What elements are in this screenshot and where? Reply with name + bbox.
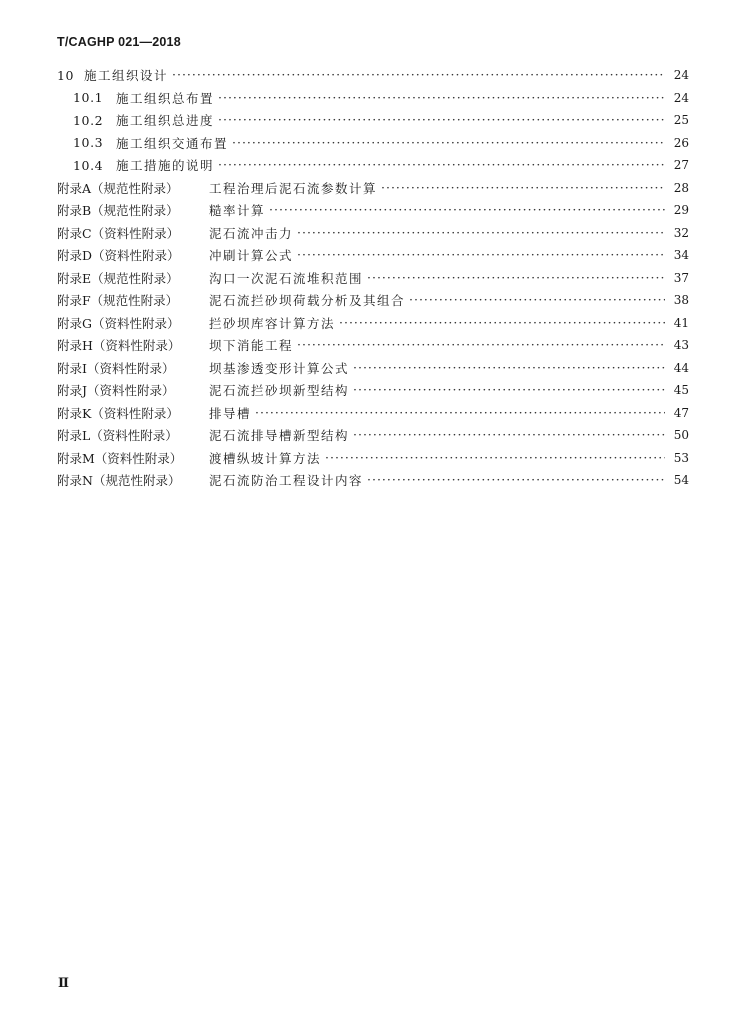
dot-leader [353,426,665,444]
dot-leader [297,246,665,264]
toc-title: 施工组织总进度 [116,113,215,128]
toc-page-number: 28 [673,180,689,195]
toc-entry-appendix-n[interactable] [57,471,689,489]
dot-leader [353,381,665,399]
toc-page-number: 41 [673,315,689,330]
toc-entry-appendix-e[interactable] [57,269,689,287]
toc-title: 泥石流防治工程设计内容 [209,473,364,488]
dot-leader [232,134,665,152]
appendix-label: 附录M（资料性附录） [57,450,183,466]
toc-title: 拦砂坝库容计算方法 [209,315,336,331]
toc-title: 泥石流拦砂坝荷载分析及其组合 [209,293,406,308]
dot-leader [218,89,665,107]
toc-entry-appendix-j[interactable] [57,381,689,399]
toc-entry-chapter-10[interactable] [57,66,689,84]
toc-title: 泥石流冲击力 [209,225,294,241]
toc-title: 糙率计算 [209,203,266,218]
toc-entry-appendix-d[interactable] [57,246,689,264]
dot-leader [218,111,665,129]
appendix-label: 附录B（规范性附录） [57,203,179,218]
appendix-label: 附录K（资料性附录） [57,405,179,421]
appendix-label: 附录G（资料性附录） [57,315,180,331]
dot-leader [409,291,665,309]
toc-title: 坝基渗透变形计算公式 [209,360,350,376]
toc-entry-appendix-i[interactable] [57,359,689,377]
appendix-label: 附录J（资料性附录） [57,383,175,398]
toc-entry-appendix-b[interactable] [57,201,689,219]
toc-title: 排导槽 [209,405,252,421]
appendix-label: 附录A（规范性附录） [57,180,179,196]
dot-leader [325,449,665,467]
toc-page-number: 26 [673,135,689,150]
toc-entry-section-10-3[interactable] [73,134,689,152]
appendix-label: 附录I（资料性附录） [57,360,175,376]
toc-title: 施工组织设计 [84,68,169,83]
toc-title: 施工措施的说明 [116,158,215,173]
dot-leader [255,404,665,422]
toc-title: 泥石流排导槽新型结构 [209,428,350,443]
dot-leader [381,179,665,197]
toc-title: 工程治理后泥石流参数计算 [209,180,378,196]
toc-page-number: 45 [673,383,689,397]
toc-number: 10.1 [73,90,104,105]
toc-number: 10.4 [73,157,104,173]
dot-leader [172,66,665,84]
toc-title: 冲刷计算公式 [209,248,294,263]
toc-page-number: 38 [673,293,689,307]
toc-title: 泥石流拦砂坝新型结构 [209,383,350,398]
toc-page-number: 43 [673,338,689,352]
toc-title: 坝下消能工程 [209,338,294,353]
toc-page-number: 34 [673,248,689,262]
document-code: T/CAGHP 021—2018 [57,35,181,49]
appendix-label: 附录H（资料性附录） [57,338,181,353]
toc-number: 10 [57,67,75,83]
dot-leader [297,224,665,242]
appendix-label: 附录C（资料性附录） [57,225,180,241]
toc-number: 10.3 [73,135,104,150]
toc-number: 10.2 [73,112,104,128]
dot-leader [339,314,665,332]
toc-entry-section-10-2[interactable] [73,111,689,129]
dot-leader [367,471,665,489]
toc-entry-appendix-a[interactable] [57,179,689,197]
toc-title: 渡槽纵坡计算方法 [209,450,322,466]
dot-leader [218,156,665,174]
appendix-label: 附录E（规范性附录） [57,270,179,286]
toc-page-number: 25 [673,113,689,127]
dot-leader [297,336,665,354]
dot-leader [353,359,665,377]
toc-page-number: 53 [673,450,689,465]
appendix-label: 附录D（资料性附录） [57,248,180,263]
toc-entry-appendix-k[interactable] [57,404,689,422]
toc-page-number: 27 [673,158,689,172]
toc-entry-section-10-1[interactable] [73,89,689,107]
toc-entry-appendix-h[interactable] [57,336,689,354]
page-footer-numeral: Ⅱ [58,976,69,991]
toc-page-number: 29 [673,203,689,217]
toc-entry-appendix-f[interactable] [57,291,689,309]
toc-page-number: 32 [673,225,689,240]
toc-page-number: 50 [673,428,689,442]
appendix-label: 附录F（规范性附录） [57,293,179,308]
dot-leader [367,269,665,287]
toc-entry-appendix-c[interactable] [57,224,689,242]
toc-title: 施工组织总布置 [116,90,215,106]
dot-leader [269,201,665,219]
toc-title: 施工组织交通布置 [116,135,229,151]
toc-page-number: 37 [673,270,689,285]
toc-page-number: 24 [673,90,689,105]
appendix-label: 附录L（资料性附录） [57,428,178,443]
toc-page-number: 24 [673,68,689,82]
toc-entry-section-10-4[interactable] [73,156,689,174]
toc-page-number: 47 [673,405,689,420]
toc-page-number: 44 [673,360,689,375]
toc-entry-appendix-l[interactable] [57,426,689,444]
toc-page-number: 54 [673,473,689,487]
toc-entry-appendix-g[interactable] [57,314,689,332]
toc-entry-appendix-m[interactable] [57,449,689,467]
appendix-label: 附录N（规范性附录） [57,473,181,488]
toc-title: 沟口一次泥石流堆积范围 [209,270,364,286]
